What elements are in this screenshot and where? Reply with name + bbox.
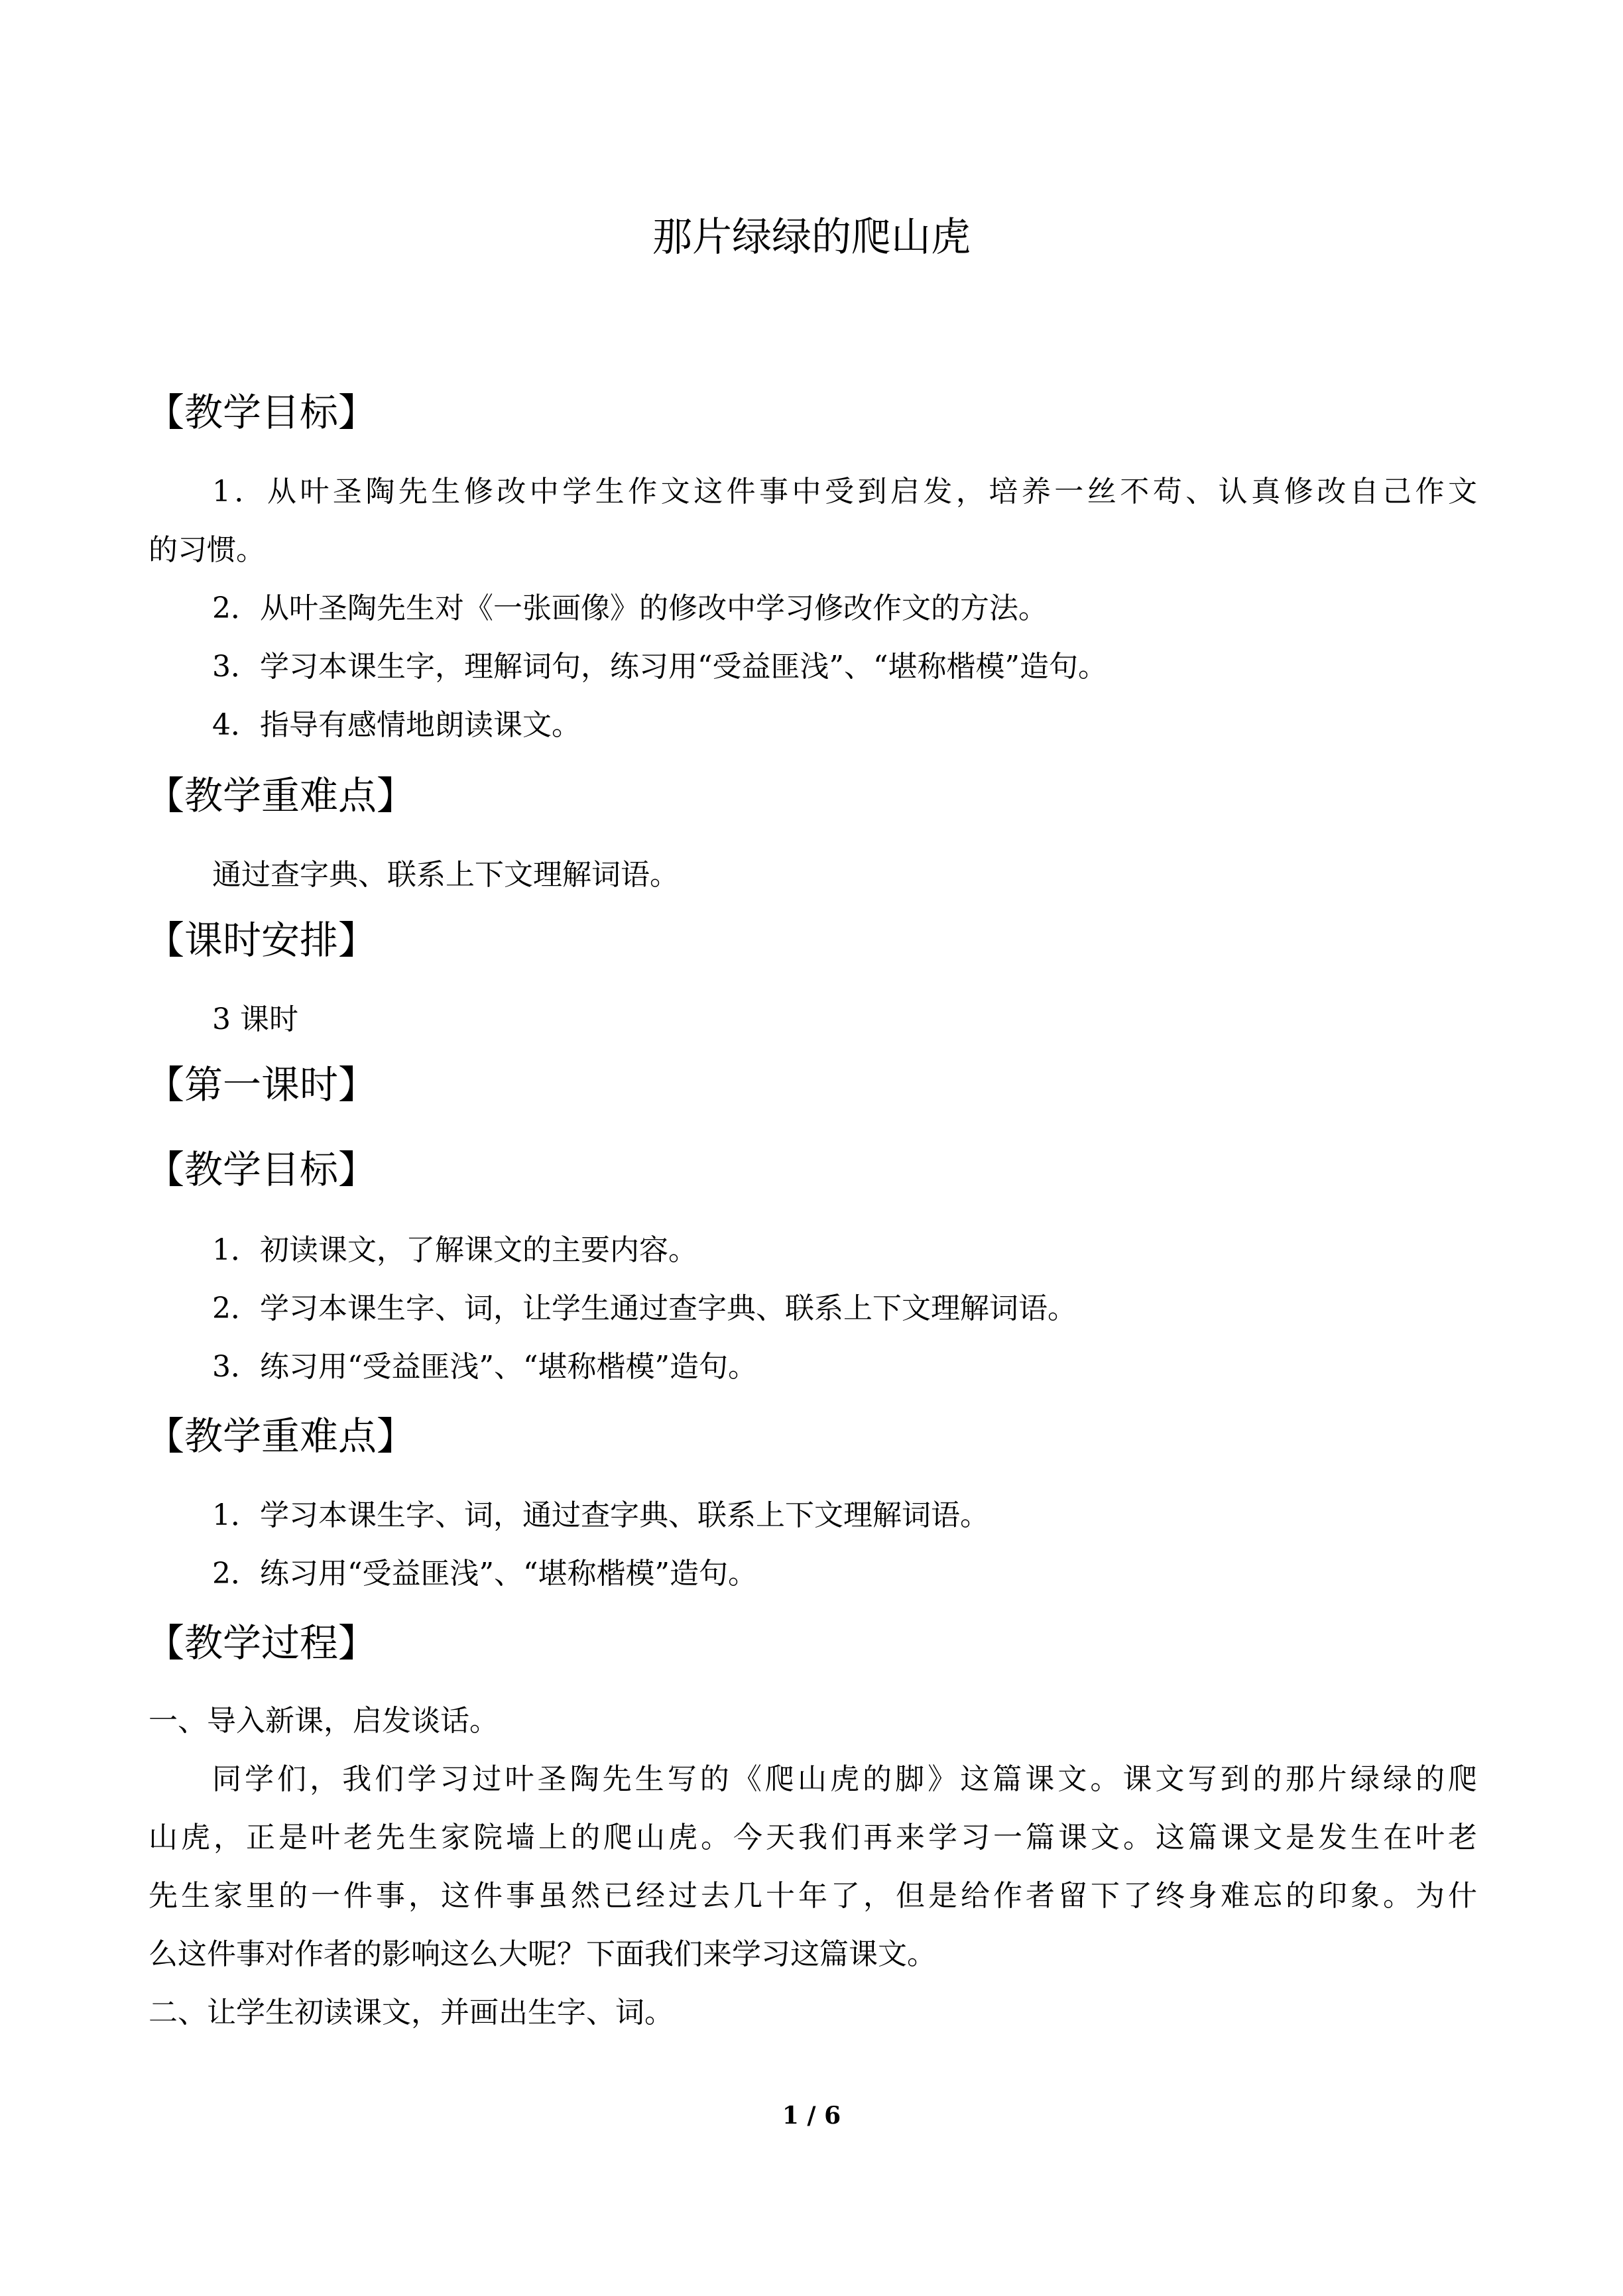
lesson-one-key-1: 1．学习本课生字、词，通过查字典、联系上下文理解词语。 [212, 1498, 989, 1532]
key-difficulties-text: 通过查字典、联系上下文理解词语。 [212, 858, 679, 892]
lesson-one-goal-3: 3．练习用“受益匪浅”、“堪称楷模”造句。 [212, 1350, 757, 1384]
heading-schedule: 【课时安排】 [146, 918, 377, 963]
heading-lesson-one-key: 【教学重难点】 [146, 1414, 416, 1459]
heading-teaching-process: 【教学过程】 [146, 1620, 377, 1665]
lesson-one-key-2: 2．练习用“受益匪浅”、“堪称楷模”造句。 [212, 1557, 757, 1591]
page-number: 1 / 6 [782, 2102, 841, 2130]
heading-lesson-one-goals: 【教学目标】 [146, 1147, 377, 1192]
goal-2: 2．从叶圣陶先生对《一张画像》的修改中学习修改作文的方法。 [212, 591, 1048, 625]
process-step-1: 一、导入新课，启发谈话。 [149, 1704, 499, 1738]
goal-1-line-2: 的习惯。 [149, 533, 265, 567]
process-paragraph-line-4: 么这件事对作者的影响这么大呢？下面我们来学习这篇课文。 [149, 1937, 936, 1971]
lesson-one-goal-1: 1．初读课文，了解课文的主要内容。 [212, 1233, 697, 1267]
goal-1-line-1: 1．从叶圣陶先生修改中学生作文这件事中受到启发，培养一丝不苟、认真修改自己作文 [212, 475, 1477, 509]
process-step-2: 二、让学生初读课文，并画出生字、词。 [149, 1996, 674, 2029]
lesson-one-goal-2: 2．学习本课生字、词，让学生通过查字典、联系上下文理解词语。 [212, 1292, 1077, 1325]
heading-lesson-one: 【第一课时】 [146, 1062, 377, 1107]
schedule-text: 3 课时 [212, 1002, 298, 1036]
goal-3: 3．学习本课生字，理解词句，练习用“受益匪浅”、“堪称楷模”造句。 [212, 650, 1107, 684]
document-title: 那片绿绿的爬山虎 [652, 214, 971, 261]
process-paragraph-line-2: 山虎，正是叶老先生家院墙上的爬山虎。今天我们再来学习一篇课文。这篇课文是发生在叶老 [149, 1821, 1477, 1854]
heading-key-difficulties: 【教学重难点】 [146, 773, 416, 818]
heading-teaching-goals: 【教学目标】 [146, 390, 377, 435]
goal-4: 4．指导有感情地朗读课文。 [212, 708, 581, 742]
process-paragraph-line-3: 先生家里的一件事，这件事虽然已经过去几十年了，但是给作者留下了终身难忘的印象。为什 [149, 1879, 1477, 1913]
process-paragraph-line-1: 同学们，我们学习过叶圣陶先生写的《爬山虎的脚》这篇课文。课文写到的那片绿绿的爬 [212, 1762, 1477, 1796]
